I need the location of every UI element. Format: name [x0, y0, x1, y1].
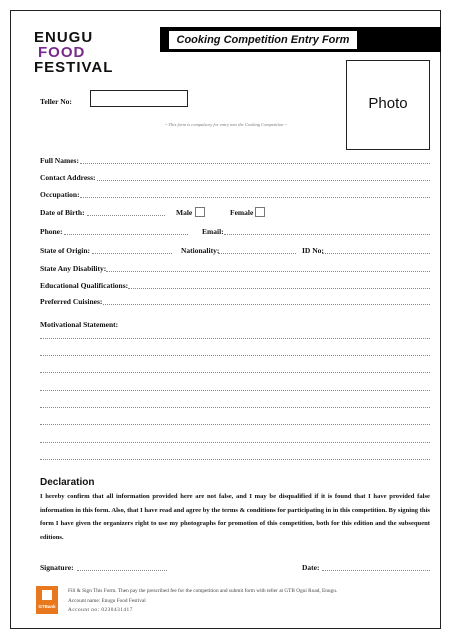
logo — [34, 30, 113, 75]
disability-field[interactable] — [106, 271, 430, 272]
photo-box[interactable]: Photo — [346, 60, 430, 150]
id-no-field[interactable] — [322, 253, 430, 254]
phone-field[interactable] — [64, 234, 188, 235]
signature-field[interactable] — [77, 570, 167, 571]
nationality-field[interactable] — [218, 253, 296, 254]
teller-label: Teller No: — [40, 97, 72, 106]
teller-input[interactable] — [90, 90, 188, 107]
contact-address-label: Contact Address: — [40, 173, 96, 182]
statement-line[interactable] — [40, 442, 430, 443]
statement-line[interactable] — [40, 424, 430, 425]
full-names-label: Full Names: — [40, 156, 79, 165]
educational-qualifications-field[interactable] — [128, 288, 430, 289]
gtbank-logo-mark — [42, 590, 52, 600]
statement-line[interactable] — [40, 372, 430, 373]
email-label: Email: — [202, 227, 224, 236]
state-of-origin-field[interactable] — [92, 253, 172, 254]
date-of-birth-field[interactable] — [87, 215, 165, 216]
logo-line-3: FESTIVAL — [34, 59, 114, 76]
preferred-cuisines-field[interactable] — [103, 304, 430, 305]
declaration-title: Declaration — [40, 477, 95, 488]
signature-label: Signature: — [40, 563, 74, 572]
female-checkbox[interactable] — [255, 207, 265, 217]
statement-line[interactable] — [40, 390, 430, 391]
state-of-origin-label: State of Origin: — [40, 246, 90, 255]
phone-label: Phone: — [40, 227, 63, 236]
declaration-text: I hereby confirm that all information provided here are not false, and I may be disqualified if it is found that I have provided false information in this form. Also, that I have read and agree by the terms & conditions for participating in in this competition. By signing this form I have given the organizers right to use my photographs for promotion of this competition, both for this edition and the subsequent editions. — [40, 493, 430, 541]
form-title: Cooking Competition Entry Form — [168, 30, 358, 50]
compulsory-note: ~ This form is compulsory for entry into the Cooking Competition ~ — [165, 122, 287, 127]
full-names-field[interactable] — [80, 163, 430, 164]
date-label: Date: — [302, 563, 320, 572]
date-of-birth-label: Date of Birth: — [40, 208, 85, 217]
footer-instruction: Fill & Sign This Form. Then pay the prescribed fee for the competition and submit form with teller at GTB Ogui Road, Enugu. — [68, 588, 338, 594]
gtbank-logo — [36, 586, 58, 614]
occupation-field[interactable] — [80, 197, 430, 198]
male-label: Male — [176, 208, 193, 217]
contact-address-field[interactable] — [97, 180, 430, 181]
statement-line[interactable] — [40, 355, 430, 356]
statement-line[interactable] — [40, 459, 430, 460]
disability-label: State Any Disability: — [40, 264, 107, 273]
motivational-statement-label: Motivational Statement: — [40, 320, 119, 329]
account-number: Account no: 0230431417 — [68, 607, 133, 613]
email-field[interactable] — [224, 234, 430, 235]
male-checkbox[interactable] — [195, 207, 205, 217]
logo-line-2: FOOD — [38, 44, 86, 61]
account-name: Account name: Enugu Food Festival — [68, 598, 146, 604]
id-no-label: ID No: — [302, 246, 324, 255]
logo-line-1: ENUGU — [34, 29, 94, 46]
statement-line[interactable] — [40, 338, 430, 339]
educational-qualifications-label: Educational Qualifications: — [40, 281, 129, 290]
date-field[interactable] — [322, 570, 430, 571]
female-label: Female — [230, 208, 254, 217]
statement-line[interactable] — [40, 407, 430, 408]
nationality-label: Nationality: — [181, 246, 220, 255]
preferred-cuisines-label: Preferred Cuisines: — [40, 297, 103, 306]
gtbank-logo-text: GTBank — [38, 604, 56, 609]
occupation-label: Occupation: — [40, 190, 80, 199]
